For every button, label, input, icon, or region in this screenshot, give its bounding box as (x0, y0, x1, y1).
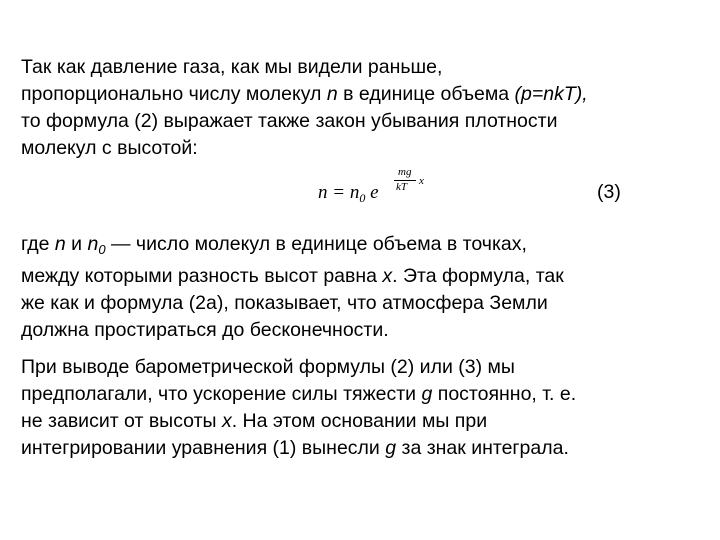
formula-main: $n = n_0$ e (318, 182, 379, 205)
text-line: молекул с высотой: (21, 137, 198, 159)
text-line: Так как давление газа, как мы видели раньше, (21, 56, 443, 78)
text-line: При выводе барометрической формулы (2) или (3) мы (21, 356, 515, 378)
text-line: интегрировании уравнения (1) вынесли g за знак интеграла. (21, 437, 569, 459)
text-line: же как и формула (2а), показывает, что атмосфера Земли (21, 292, 548, 314)
exponent-variable: x (419, 175, 424, 187)
text-line: должна простираться до бесконечности. (21, 319, 389, 341)
exponent-denominator: kT (396, 181, 407, 193)
paragraph-gravity-assumption (21, 354, 711, 462)
text-line: пропорционально числу молекул n в единице объема (p=nkT), (21, 83, 588, 105)
text-line: предполагали, что ускорение силы тяжести g постоянно, т. е. (21, 383, 577, 405)
text-line: между которыми разность высот равна x. Эта формула, так (21, 265, 564, 287)
text-line: где n и $n_0$ — число молекул в единице объема в точках, (21, 233, 527, 257)
paragraph-gas-pressure (21, 54, 711, 162)
equation-number: (3) (597, 181, 621, 203)
text-line: то формула (2) выражает также закон убывания плотности (21, 110, 558, 132)
text-line: не зависит от высоты x. На этом основании мы при (21, 410, 488, 432)
exponent-numerator: mg (398, 166, 412, 178)
paragraph-definitions (21, 231, 711, 344)
barometric-formula (318, 166, 428, 216)
